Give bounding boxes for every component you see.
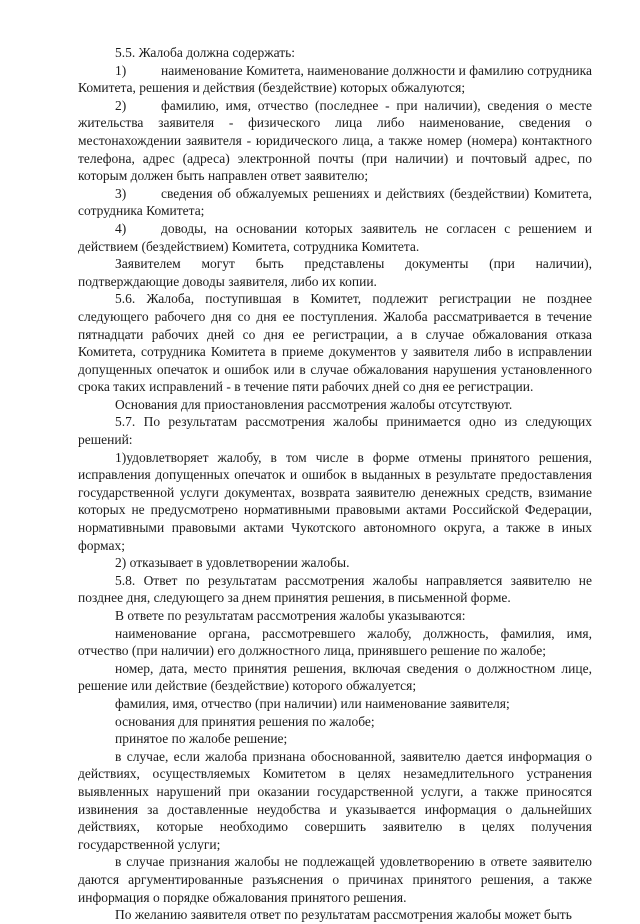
paragraph: [78, 97, 592, 185]
paragraph: [78, 853, 592, 906]
paragraph-text: в случае, если жалоба признана обоснованной, заявителю дается информация о действиях, осуществляемых Комитетом в целях незамедлительного устранения выявленных нарушений при оказании государственной услуги, а также приносятся извинения за доставленные неудобства и указывается информация о дальнейших действиях, которые необходимо совершить заявителю в целях получения государственной услуги;: [78, 748, 592, 852]
paragraph-text: принятое по жалобе решение;: [115, 731, 288, 747]
paragraph: [78, 554, 592, 572]
list-number: 2): [115, 97, 127, 113]
paragraph-text: 5.6. Жалоба, поступившая в Комитет, подлежит регистрации не позднее следующего рабочего дня со дня ее поступления. Жалоба рассматривается в течение пятнадцати рабочих дней со дня ее регистрации, а в случае обжалования отказа Комитета, сотрудника Комитета в приеме документов у заявителя либо в исправлении допущенных опечаток и ошибок или в случае обжалования нарушения установленного срока таких исправлений - в течение пяти рабочих дней со дня ее регистрации.: [78, 291, 592, 395]
paragraph-text: основания для принятия решения по жалобе;: [115, 713, 375, 729]
paragraph: [78, 44, 592, 62]
paragraph-text: 5.7. По результатам рассмотрения жалобы принимается одно из следующих решений:: [78, 414, 592, 448]
paragraph-text: 1)удовлетворяет жалобу, в том числе в форме отмены принятого решения, исправления допущенных опечаток и ошибок в выданных в результате предоставления государственной услуги документах, возврата заявителю денежных средств, взимание которых не предусмотрено нормативными правовыми актами Российской Федерации, нормативными правовыми актами Чукотского автономного округа, а также в иных формах;: [78, 449, 592, 553]
paragraph-text: Основания для приостановления рассмотрения жалобы отсутствуют.: [115, 396, 513, 412]
paragraph: [78, 396, 592, 414]
paragraph: [78, 695, 592, 713]
paragraph-text: По желанию заявителя ответ по результатам рассмотрения жалобы может быть: [115, 907, 572, 923]
paragraph-text: доводы, на основании которых заявитель не согласен с решением и действием (бездействием) Комитета, сотрудника Комитета.: [78, 220, 592, 254]
paragraph: [78, 255, 592, 290]
paragraph-text: наименование Комитета, наименование должности и фамилию сотрудника Комитета, решения и действия (бездействие) которых обжалуются;: [78, 62, 592, 96]
paragraph: [78, 290, 592, 396]
paragraph: [78, 730, 592, 748]
paragraph-text: 2) отказывает в удовлетворении жалобы.: [115, 555, 350, 571]
paragraph-text: наименование органа, рассмотревшего жалобу, должность, фамилия, имя, отчество (при наличии) его должностного лица, принявшего решение по жалобе;: [78, 625, 592, 659]
paragraph: [78, 62, 592, 97]
paragraph: [78, 572, 592, 607]
paragraph-text: Заявителем могут быть представлены документы (при наличии), подтверждающие доводы заявителя, либо их копии.: [78, 256, 592, 289]
paragraph-text: сведения об обжалуемых решениях и действиях (бездействии) Комитета, сотрудника Комитета;: [78, 185, 592, 219]
paragraph: [78, 220, 592, 255]
document-body: [78, 44, 592, 924]
list-number: 4): [115, 220, 127, 236]
paragraph: [78, 660, 592, 695]
paragraph: [78, 449, 592, 555]
paragraph-text: в случае признания жалобы не подлежащей удовлетворению в ответе заявителю даются аргументированные разъяснения о причинах принятого решения, а также информация о порядке обжалования принятого решения.: [78, 854, 592, 905]
paragraph-text: фамилия, имя, отчество (при наличии) или наименование заявителя;: [115, 695, 510, 711]
paragraph: [78, 713, 592, 731]
paragraph-text: номер, дата, место принятия решения, включая сведения о должностном лице, решение или действие (бездействие) которого обжалуется;: [78, 660, 592, 694]
paragraph: [78, 607, 592, 625]
paragraph: [78, 625, 592, 660]
paragraph-text: фамилию, имя, отчество (последнее - при наличии), сведения о месте жительства заявителя - физического лица либо наименование, сведения о местонахождении заявителя - юридического лица, а также номер (номера) контактного телефона, адрес (адреса) электронной почты (при наличии) и почтовый адрес, по которым должен быть направлен ответ заявителю;: [78, 97, 592, 184]
paragraph: [78, 906, 592, 924]
list-number: 1): [115, 62, 127, 78]
paragraph: [78, 748, 592, 854]
list-number: 3): [115, 185, 127, 201]
paragraph: [78, 185, 592, 220]
paragraph-text: 5.5. Жалоба должна содержать:: [115, 45, 296, 60]
paragraph-text: 5.8. Ответ по результатам рассмотрения жалобы направляется заявителю не позднее дня, следующего за днем принятия решения, в письменной форме.: [78, 572, 592, 606]
paragraph: [78, 413, 592, 448]
paragraph-text: В ответе по результатам рассмотрения жалобы указываются:: [115, 608, 466, 623]
